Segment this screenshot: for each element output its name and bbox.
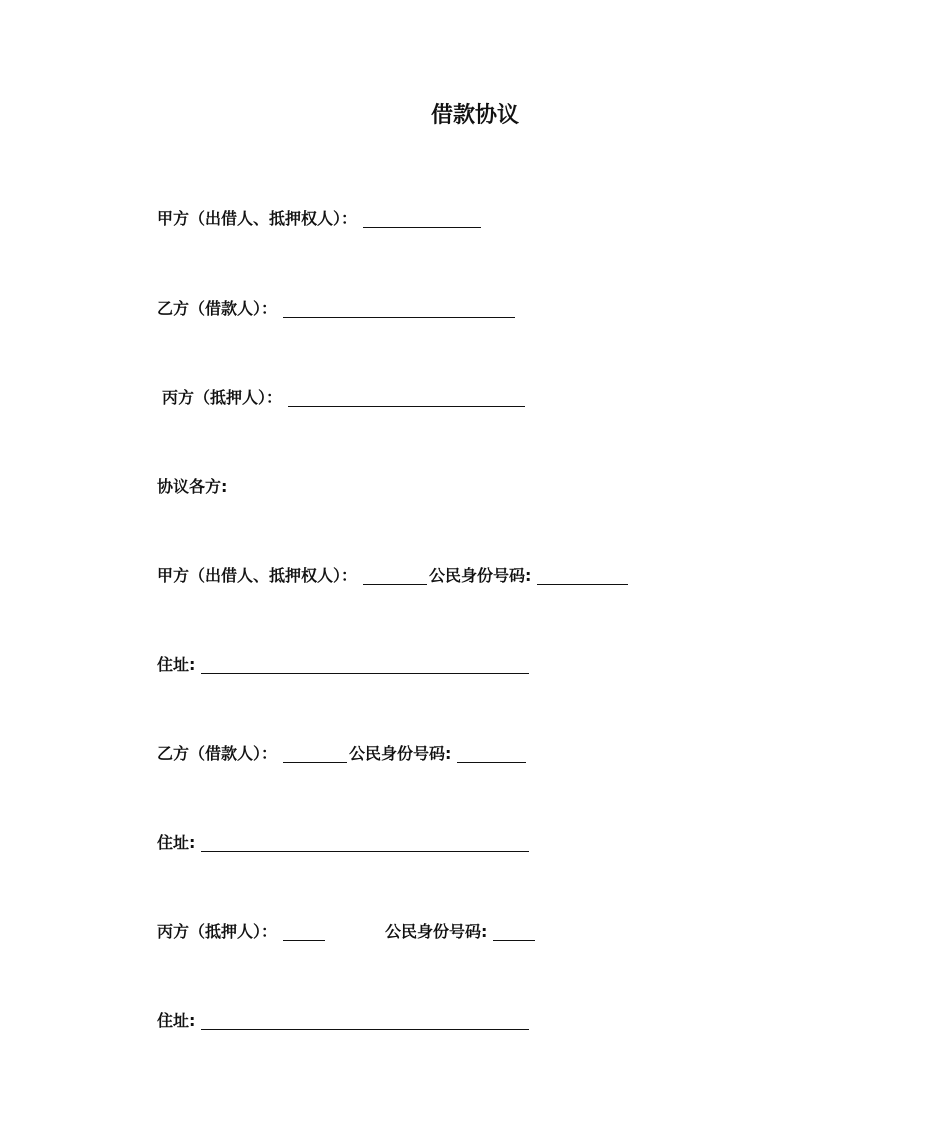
party-a-id-label: 公民身份号码: [429, 566, 532, 585]
party-c-detail-label: 丙方（抵押人）： [157, 922, 278, 941]
party-a-id-field[interactable] [537, 566, 628, 585]
document-title: 借款协议 [430, 103, 519, 128]
party-a-detail-name-field[interactable] [363, 566, 427, 585]
party-a-address-field[interactable] [201, 655, 529, 674]
party-c-header-label: 丙方（抵押人）： [162, 388, 283, 407]
party-b-name-field[interactable] [283, 299, 515, 318]
party-a-header-label: 甲方（出借人、抵押权人）： [157, 209, 358, 228]
party-b-detail-line [157, 740, 526, 764]
parties-intro-label: 协议各方: [157, 477, 228, 496]
party-c-header-line [162, 384, 525, 408]
party-a-detail-line [157, 562, 628, 586]
party-b-detail-name-field[interactable] [283, 744, 347, 763]
party-c-address-line [157, 1007, 529, 1031]
party-c-detail-name-field[interactable] [283, 922, 325, 941]
party-b-id-label: 公民身份号码: [349, 744, 452, 763]
party-c-id-label: 公民身份号码: [385, 922, 488, 941]
party-a-address-line [157, 651, 529, 675]
party-a-name-field[interactable] [363, 209, 481, 228]
party-b-address-label: 住址: [157, 833, 196, 852]
party-c-name-field[interactable] [288, 388, 525, 407]
party-b-detail-label: 乙方（借款人）： [157, 744, 278, 763]
party-a-header-line [157, 205, 481, 229]
party-b-id-field[interactable] [457, 744, 526, 763]
party-b-header-line [157, 295, 515, 319]
party-c-address-label: 住址: [157, 1011, 196, 1030]
party-b-address-field[interactable] [201, 833, 529, 852]
parties-intro [157, 473, 227, 497]
party-c-detail-line [157, 918, 535, 942]
party-a-address-label: 住址: [157, 655, 196, 674]
party-b-address-line [157, 829, 529, 853]
party-b-header-label: 乙方（借款人）： [157, 299, 278, 318]
party-a-detail-label: 甲方（出借人、抵押权人）： [157, 566, 358, 585]
party-c-address-field[interactable] [201, 1011, 529, 1030]
party-c-id-field[interactable] [493, 922, 535, 941]
